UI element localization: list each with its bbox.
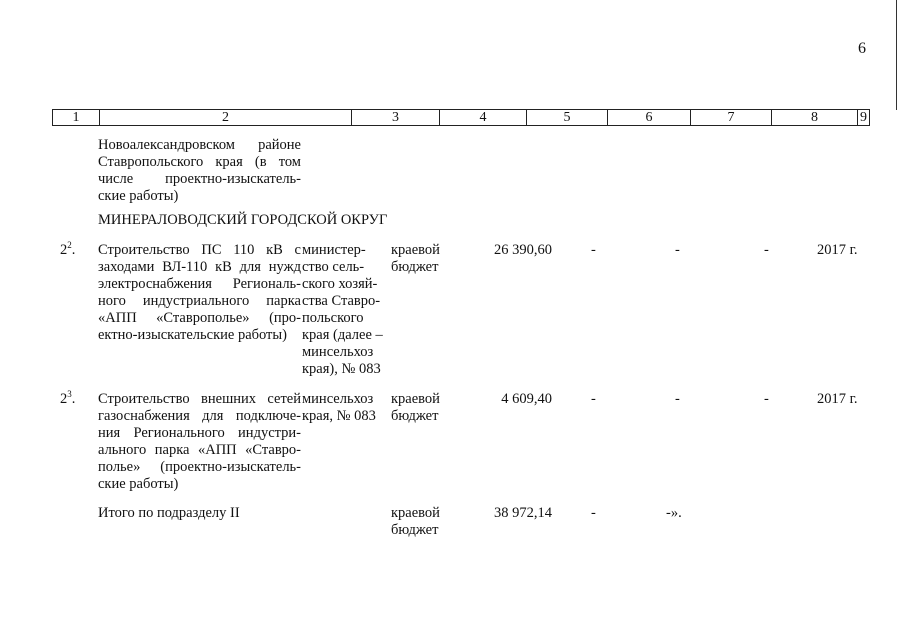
row-name-line: «АПП «Ставрополье» (про- bbox=[98, 310, 301, 326]
header-cell-8: 8 bbox=[811, 110, 818, 125]
subtotal-col7: -». bbox=[666, 505, 682, 521]
row-name-line: электроснабжения Региональ- bbox=[98, 276, 301, 292]
row-name-line: ектно-изыскательские работы) bbox=[98, 327, 287, 343]
customer-line: края, № 083 bbox=[302, 408, 376, 424]
row-name bbox=[98, 242, 301, 344]
header-cell-3: 3 bbox=[392, 110, 399, 125]
row-col8: - bbox=[764, 391, 769, 407]
customer-line: министер- bbox=[302, 242, 366, 258]
page-number: 6 bbox=[858, 40, 866, 57]
customer-line: ство сель- bbox=[302, 259, 365, 275]
row-name-line: Строительство ПС 110 кВ с bbox=[98, 242, 301, 258]
row-total: 26 390,60 bbox=[494, 242, 552, 258]
row-col7: - bbox=[675, 242, 680, 258]
subtotal-col6: - bbox=[591, 505, 596, 521]
row-year: 2017 г. bbox=[817, 391, 858, 407]
row-name-line: заходами ВЛ-110 кВ для нужд bbox=[98, 259, 301, 275]
header-cell-7: 7 bbox=[727, 110, 735, 125]
row-source bbox=[391, 391, 440, 425]
subtotal-label: Итого по подразделу II bbox=[98, 505, 240, 521]
row-number: $2^2$. bbox=[60, 240, 76, 258]
margin-rule bbox=[896, 0, 897, 110]
customer-line: ства Ставро- bbox=[302, 293, 381, 309]
source-line: краевой bbox=[391, 391, 440, 407]
header-cell-6: 6 bbox=[645, 110, 653, 125]
row-name-line: ного индустриального парка bbox=[98, 293, 301, 309]
header-cell-4: 4 bbox=[479, 110, 487, 125]
row-name-line: полье» (проектно-изыскатель- bbox=[98, 459, 301, 475]
row-name-line: газоснабжения для подключе- bbox=[98, 408, 301, 424]
row-col8: - bbox=[764, 242, 769, 258]
row-col6: - bbox=[591, 391, 596, 407]
source-line: бюджет bbox=[391, 259, 439, 275]
row-customer bbox=[302, 242, 383, 378]
row-total: 4 609,40 bbox=[501, 391, 552, 407]
continuation-text bbox=[98, 137, 301, 205]
table-header-row bbox=[52, 109, 870, 126]
continuation-line: Ставропольского края (в том bbox=[98, 154, 301, 170]
row-name-line: ния Регионального индустри- bbox=[98, 425, 301, 441]
row-name-line: Строительство внешних сетей bbox=[98, 391, 301, 407]
customer-line: края), № 083 bbox=[302, 361, 381, 377]
row-source bbox=[391, 242, 440, 276]
row-number: $2^3$. bbox=[60, 389, 76, 407]
customer-line: края (далее – bbox=[302, 327, 383, 343]
continuation-line: Новоалександровском районе bbox=[98, 137, 301, 153]
source-line: бюджет bbox=[391, 408, 439, 424]
customer-line: польского bbox=[302, 310, 364, 326]
header-cell-5: 5 bbox=[563, 110, 571, 125]
header-cell-1: 1 bbox=[72, 110, 80, 125]
subtotal-total: 38 972,14 bbox=[494, 505, 552, 521]
customer-line: минсельхоз bbox=[302, 391, 374, 407]
source-line: бюджет bbox=[391, 522, 439, 538]
continuation-line: числе проектно-изыскатель- bbox=[98, 171, 301, 187]
continuation-line: ские работы) bbox=[98, 188, 179, 204]
source-line: краевой bbox=[391, 505, 440, 521]
source-line: краевой bbox=[391, 242, 440, 258]
header-cell-9: 9 bbox=[860, 110, 867, 125]
customer-line: ского хозяй- bbox=[302, 276, 378, 292]
row-name bbox=[98, 391, 301, 493]
row-name-line: ального парка «АПП «Ставро- bbox=[98, 442, 301, 458]
subtotal-source bbox=[391, 505, 440, 539]
section-heading: МИНЕРАЛОВОДСКИЙ ГОРОДСКОЙ ОКРУГ bbox=[98, 212, 388, 228]
row-name-line: ские работы) bbox=[98, 476, 179, 492]
row-col7: - bbox=[675, 391, 680, 407]
row-col6: - bbox=[591, 242, 596, 258]
header-cell-2: 2 bbox=[222, 110, 229, 125]
row-year: 2017 г. bbox=[817, 242, 858, 258]
customer-line: минсельхоз bbox=[302, 344, 374, 360]
row-customer bbox=[302, 391, 376, 425]
